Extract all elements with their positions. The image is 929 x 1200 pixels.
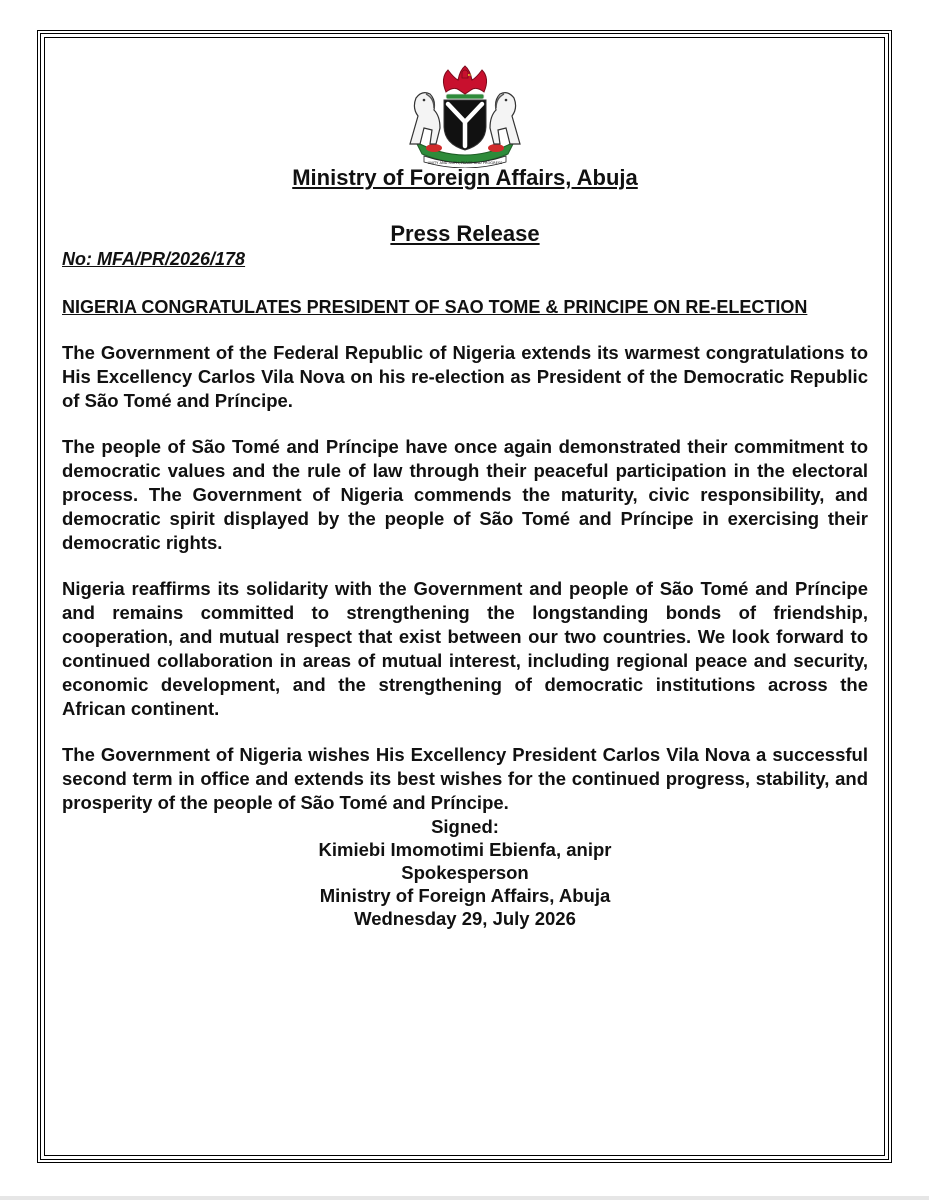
eagle-head xyxy=(462,70,468,78)
paragraph-4: The Government of Nigeria wishes His Excellency President Carlos Vila Nova a successful second term in office and extends its best wishes for the continued progress, stability, and prosperity of the people of São Tomé and Príncipe. xyxy=(62,744,868,813)
bottom-strip xyxy=(0,1196,929,1200)
signatory-name: Kimiebi Imomotimi Ebienfa, anipr xyxy=(318,839,612,860)
ministry-title: Ministry of Foreign Affairs, Abuja xyxy=(292,165,638,190)
flower-patch-right xyxy=(488,144,504,152)
torse xyxy=(446,94,484,99)
paragraph-1: The Government of the Federal Republic of Nigeria extends its warmest congratulations to His Excellency Carlos Vila Nova on his re-election as President of the Democratic Republic of São Tomé and Príncipe. xyxy=(62,342,868,411)
left-horse-eye xyxy=(423,99,426,102)
release-date: Wednesday 29, July 2026 xyxy=(354,908,576,929)
signatory-title: Spokesperson xyxy=(401,862,529,883)
press-release-heading: Press Release xyxy=(390,221,540,246)
press-release-content xyxy=(62,165,868,930)
nigeria-coat-of-arms-icon xyxy=(396,64,534,168)
right-horse-eye xyxy=(505,99,508,102)
flower-patch-left xyxy=(426,144,442,152)
headline: NIGERIA CONGRATULATES PRESIDENT OF SAO TOME & PRINCIPE ON RE-ELECTION xyxy=(62,297,808,317)
reference-number: No: MFA/PR/2026/178 xyxy=(62,249,246,269)
signatory-office: Ministry of Foreign Affairs, Abuja xyxy=(319,885,611,906)
signed-label: Signed: xyxy=(431,816,499,837)
paragraph-3: Nigeria reaffirms its solidarity with the Government and people of São Tomé and Príncipe and remains committed to strengthening the longstanding bonds of friendship, cooperation, and mutual respect that exist between our two countries. We look forward to continued collaboration in areas of mutual interest, including regional peace and security, economic development, and the strengthening of democratic institutions across the African continent. xyxy=(62,578,868,719)
paragraph-2: The people of São Tomé and Príncipe have once again demonstrated their commitment to democratic values and the rule of law through their peaceful participation in the electoral process. The Government of Nigeria commends the maturity, civic responsibility, and democratic spirit displayed by the people of São Tomé and Príncipe in exercising their democratic rights. xyxy=(62,436,868,553)
motto-text: UNITY AND FAITH, PEACE AND PROGRESS xyxy=(427,161,503,165)
signature-block xyxy=(62,815,868,930)
